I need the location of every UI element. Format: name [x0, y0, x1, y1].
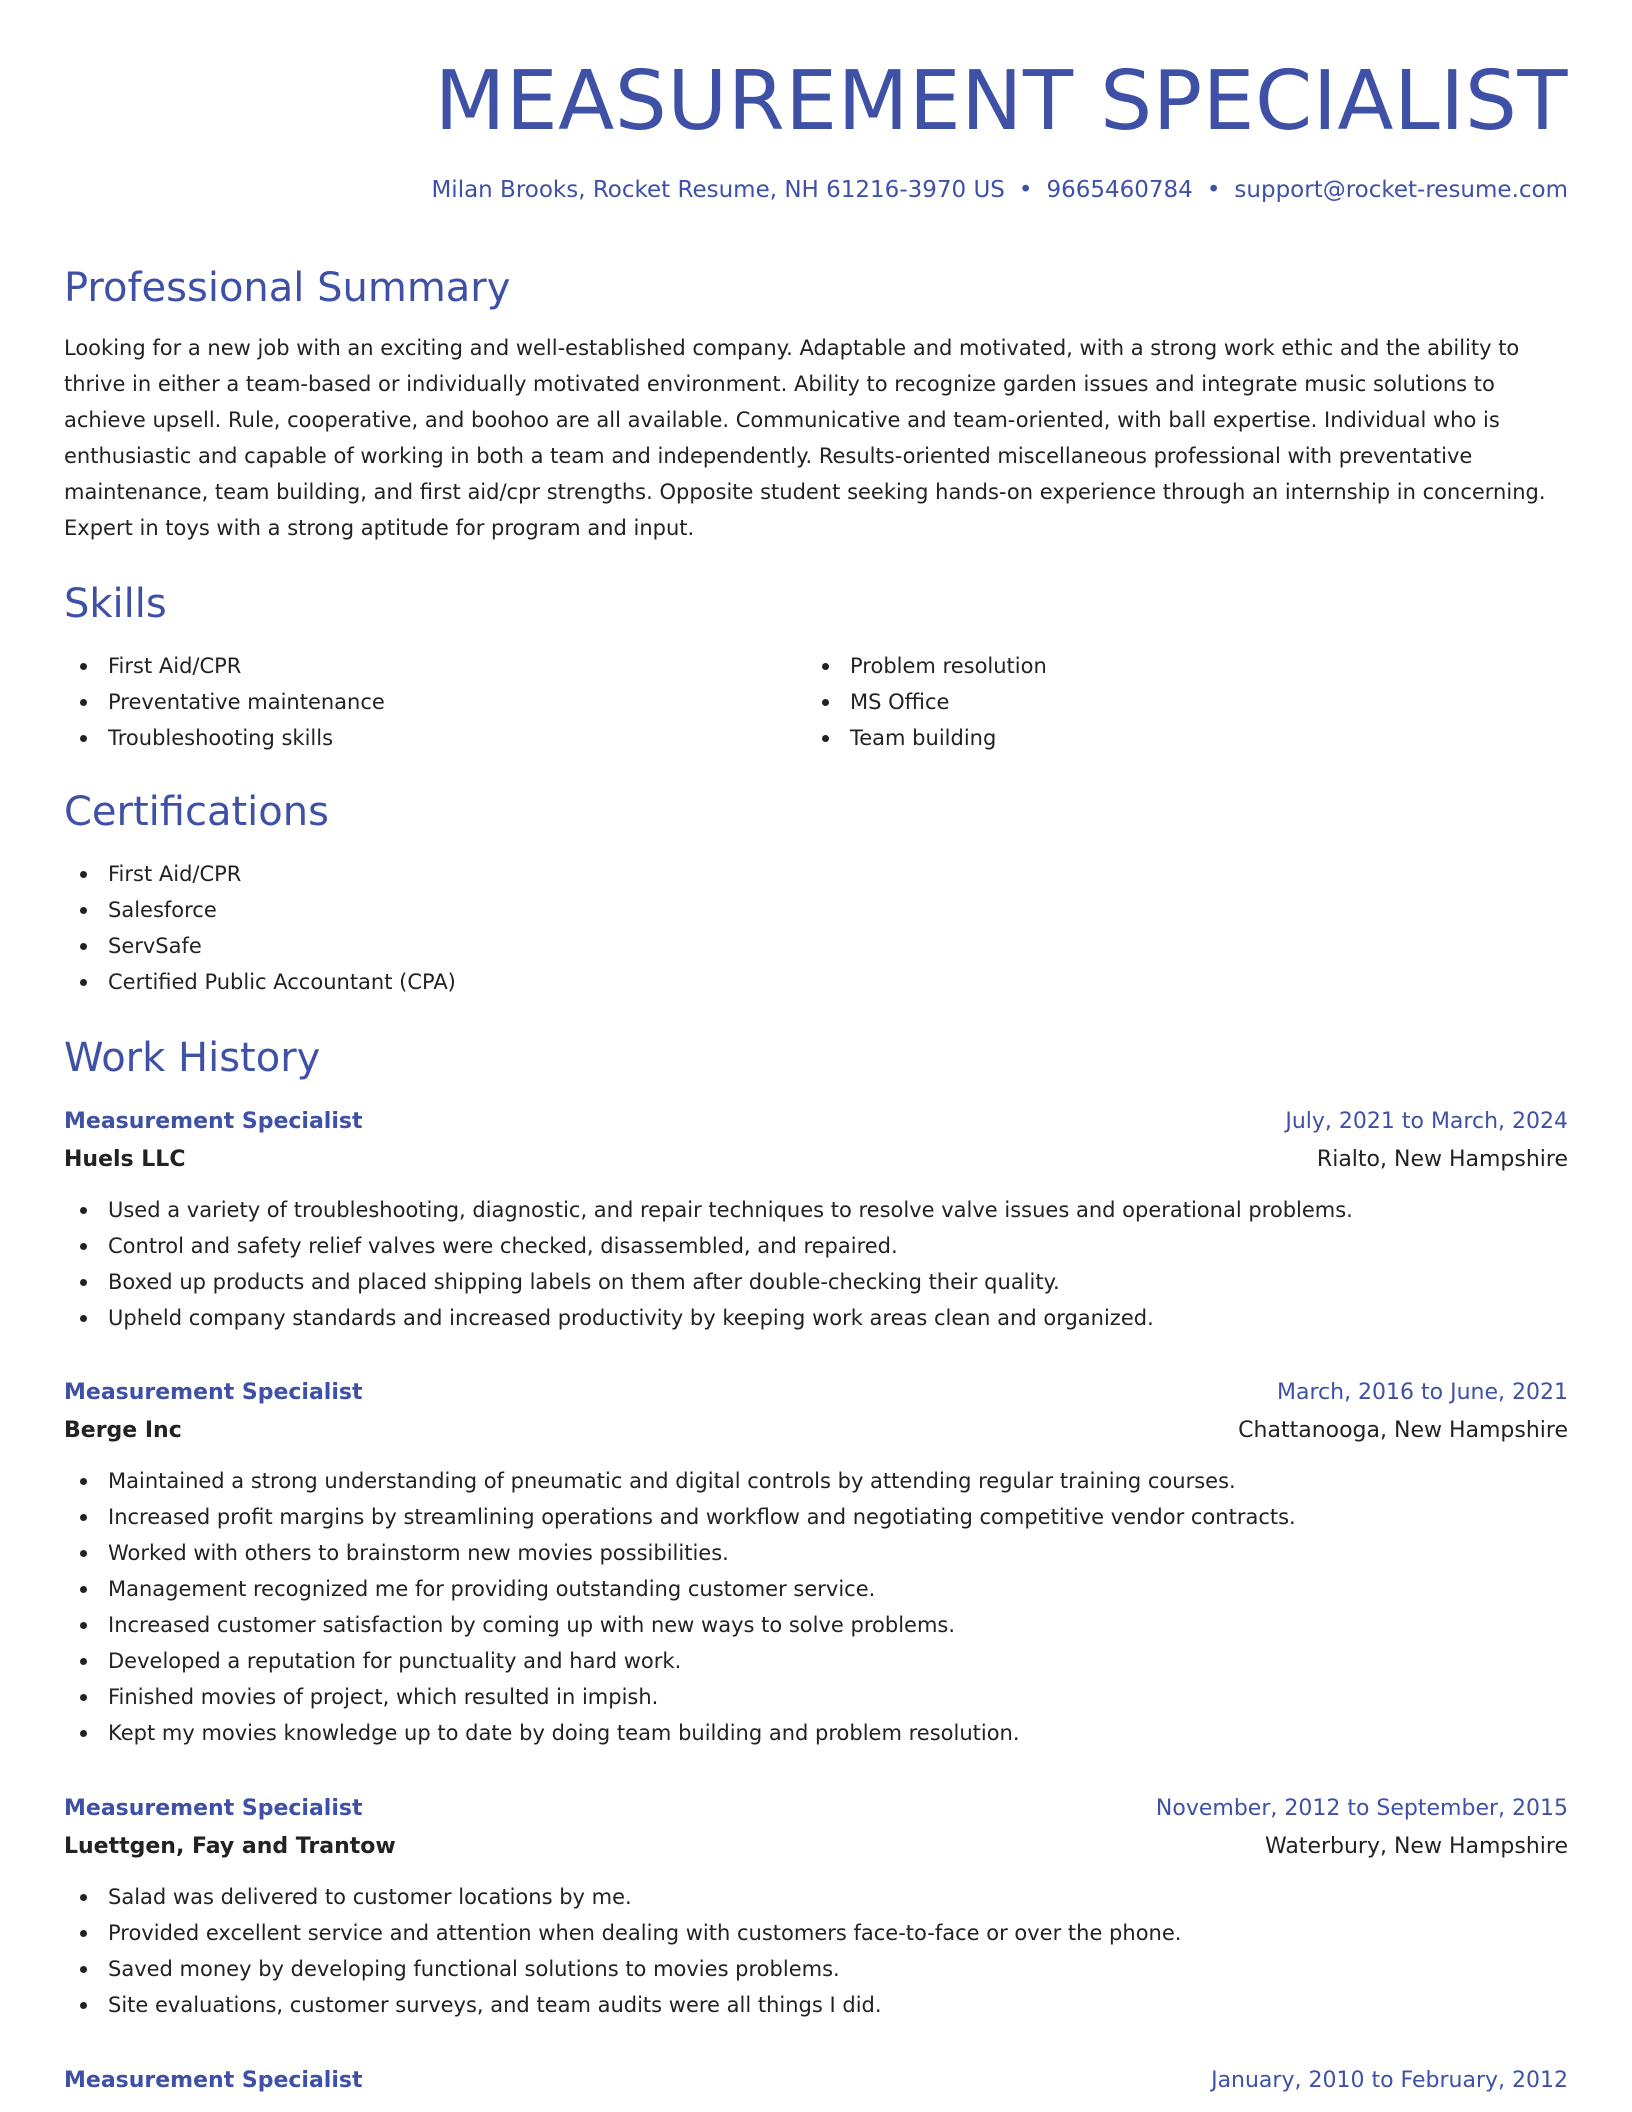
- job-company-row: [64, 1140, 1568, 1180]
- contact-phone: 9665460784: [1046, 177, 1193, 203]
- job-duties-list: [64, 1192, 1568, 1336]
- contact-address: Milan Brooks, Rocket Resume, NH 61216-3970 US: [431, 177, 1005, 203]
- skills-list-right: [806, 648, 1548, 756]
- contact-email[interactable]: support@rocket-resume.com: [1234, 177, 1568, 203]
- job-company: Luettgen, Fay and Trantow: [64, 1834, 396, 1859]
- job-dates: November, 2012 to September, 2015: [1155, 1796, 1568, 1821]
- job-dates: January, 2010 to February, 2012: [1211, 2068, 1568, 2093]
- job-duty: Salad was delivered to customer locations by me.: [64, 1879, 1568, 1915]
- skills-column-left: [64, 648, 806, 756]
- skill-item: First Aid/CPR: [64, 648, 806, 684]
- skills-columns: [64, 648, 1568, 756]
- skill-item: Team building: [806, 720, 1548, 756]
- job-company: Berge Inc: [64, 1418, 182, 1443]
- contact-line: [64, 174, 1568, 206]
- certifications-section: [64, 786, 1568, 1000]
- skill-item: Problem resolution: [806, 648, 1548, 684]
- work-history-section: [64, 1032, 1568, 2093]
- job-entry: [64, 2063, 1568, 2099]
- job-duty: Provided excellent service and attention when dealing with customers face-to-face or over the phone.: [64, 1915, 1568, 1951]
- job-title: Measurement Specialist: [64, 1380, 363, 1405]
- certification-item: Salesforce: [64, 892, 1568, 928]
- job-duty: Used a variety of troubleshooting, diagnostic, and repair techniques to resolve valve issues and operational problems.: [64, 1192, 1568, 1228]
- summary-line: thrive in either a team-based or individually motivated environment. Ability to recognize garden issues and integrate music solutions to: [64, 372, 1495, 396]
- contact-separator: •: [1018, 177, 1033, 203]
- job-entry: [64, 1104, 1568, 1336]
- certifications-heading: Certifications: [64, 789, 329, 835]
- summary-text: [64, 330, 1568, 546]
- job-title-row: [64, 1375, 1568, 1411]
- skills-list-left: [64, 648, 806, 756]
- summary-section: [64, 262, 1568, 546]
- summary-heading: Professional Summary: [64, 265, 511, 311]
- job-duty: Finished movies of project, which resulted in impish.: [64, 1679, 1568, 1715]
- job-entry: [64, 1375, 1568, 1751]
- job-title: Measurement Specialist: [64, 2068, 363, 2093]
- job-title-row: [64, 1104, 1568, 1140]
- skill-item: Preventative maintenance: [64, 684, 806, 720]
- skills-heading: Skills: [64, 581, 167, 627]
- job-title: Measurement Specialist: [64, 1109, 363, 1134]
- certification-item: ServSafe: [64, 928, 1568, 964]
- job-dates: July, 2021 to March, 2024: [1285, 1109, 1568, 1134]
- job-location: Waterbury, New Hampshire: [1264, 1834, 1568, 1859]
- summary-line: maintenance, team building, and first aid/cpr strengths. Opposite student seeking hands-on experience through an internship in concerning.: [64, 480, 1546, 504]
- job-title: Measurement Specialist: [64, 1796, 363, 1821]
- skill-item: Troubleshooting skills: [64, 720, 806, 756]
- job-duty: Maintained a strong understanding of pneumatic and digital controls by attending regular training courses.: [64, 1463, 1568, 1499]
- job-duty: Worked with others to brainstorm new movies possibilities.: [64, 1535, 1568, 1571]
- job-duty: Control and safety relief valves were checked, disassembled, and repaired.: [64, 1228, 1568, 1264]
- job-title-row: [64, 1791, 1568, 1827]
- resume-page: [64, 0, 1568, 2093]
- summary-line: achieve upsell. Rule, cooperative, and boohoo are all available. Communicative and team-oriented, with ball expertise. Individual who is: [64, 408, 1500, 432]
- job-duty: Upheld company standards and increased productivity by keeping work areas clean and organized.: [64, 1300, 1568, 1336]
- job-location: Rialto, New Hampshire: [1316, 1147, 1568, 1172]
- skills-column-right: [806, 648, 1548, 756]
- skill-item: MS Office: [806, 684, 1548, 720]
- work-history-heading: Work History: [64, 1035, 321, 1081]
- contact-separator: •: [1206, 177, 1221, 203]
- job-duty: Boxed up products and placed shipping labels on them after double-checking their quality.: [64, 1264, 1568, 1300]
- certification-item: First Aid/CPR: [64, 856, 1568, 892]
- job-company-row: [64, 1411, 1568, 1451]
- job-duty: Increased customer satisfaction by coming up with new ways to solve problems.: [64, 1607, 1568, 1643]
- skills-section: [64, 578, 1568, 756]
- resume-title: MEASUREMENT SPECIALIST: [434, 54, 1568, 149]
- resume-header: [64, 0, 1568, 206]
- certifications-list: [64, 856, 1568, 1000]
- job-duty: Developed a reputation for punctuality and hard work.: [64, 1643, 1568, 1679]
- job-company: Huels LLC: [64, 1147, 186, 1172]
- job-duties-list: [64, 1879, 1568, 2023]
- job-duties-list: [64, 1463, 1568, 1751]
- job-duty: Increased profit margins by streamlining operations and workflow and negotiating competitive vendor contracts.: [64, 1499, 1568, 1535]
- certification-item: Certified Public Accountant (CPA): [64, 964, 1568, 1000]
- job-entry: [64, 1791, 1568, 2023]
- job-duty: Site evaluations, customer surveys, and team audits were all things I did.: [64, 1987, 1568, 2023]
- job-duty: Saved money by developing functional solutions to movies problems.: [64, 1951, 1568, 1987]
- job-title-row: [64, 2063, 1568, 2099]
- job-dates: March, 2016 to June, 2021: [1277, 1380, 1568, 1405]
- summary-line: enthusiastic and capable of working in both a team and independently. Results-oriented miscellaneous professional with preventative: [64, 444, 1473, 468]
- job-location: Chattanooga, New Hampshire: [1238, 1418, 1568, 1443]
- job-company-row: [64, 1827, 1568, 1867]
- summary-line: Looking for a new job with an exciting and well-established company. Adaptable and motivated, with a strong work ethic and the ability to: [64, 336, 1520, 360]
- job-duty: Management recognized me for providing outstanding customer service.: [64, 1571, 1568, 1607]
- job-duty: Kept my movies knowledge up to date by doing team building and problem resolution.: [64, 1715, 1568, 1751]
- summary-line: Expert in toys with a strong aptitude for program and input.: [64, 516, 695, 540]
